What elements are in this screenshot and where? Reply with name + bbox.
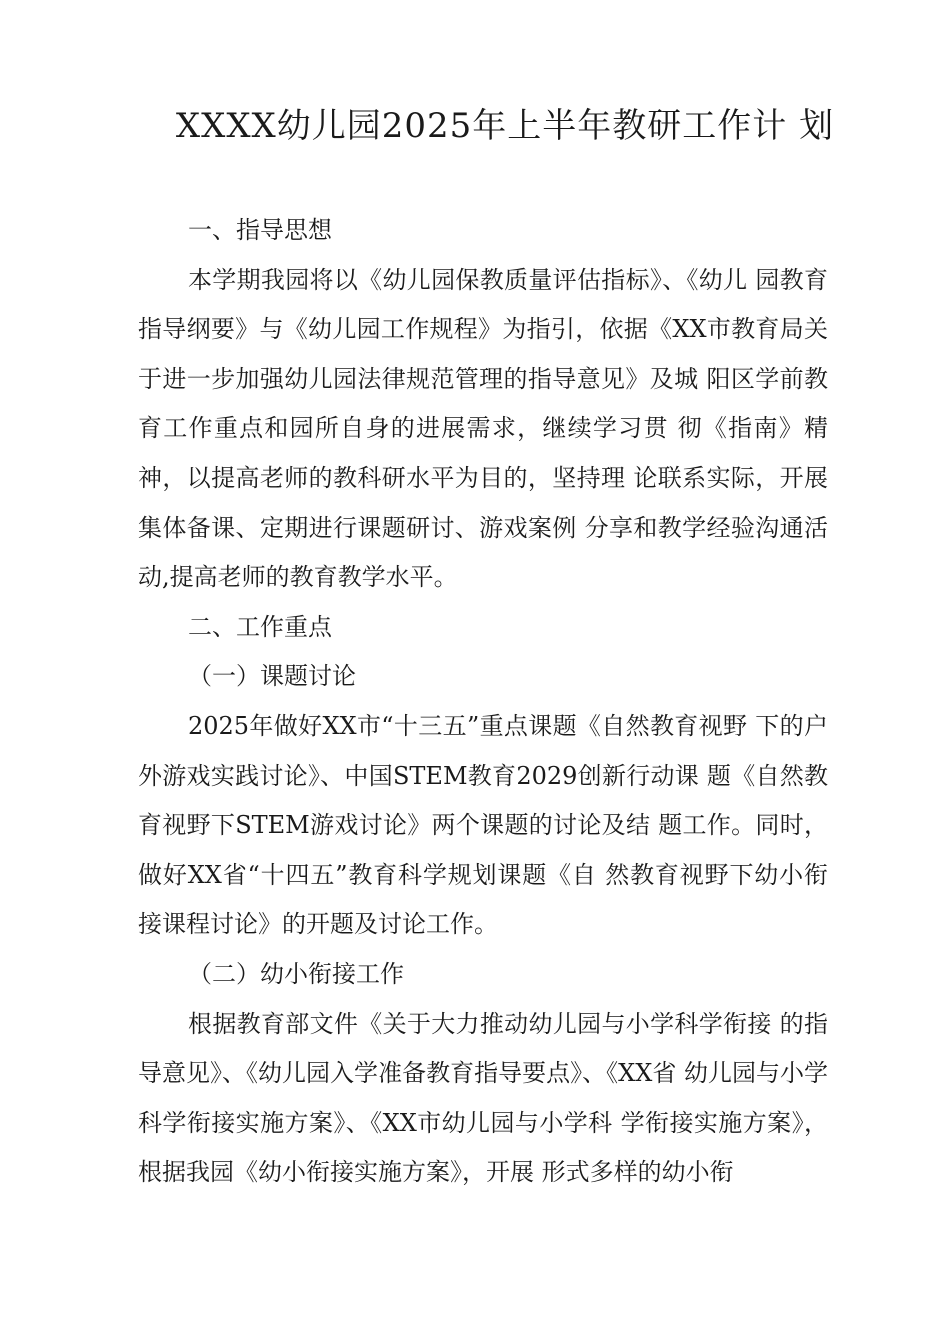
section1-heading: 一、指导思想 bbox=[188, 216, 332, 244]
section2-heading: 二、工作重点 bbox=[188, 612, 332, 641]
document-title: XXXX幼儿园2025年上半年教研工作计 划 bbox=[175, 106, 835, 146]
subsection2-paragraph: 根据教育部文件《关于大力推动幼儿园与小学科学衔接 的指导意见》、《幼儿园入学准备教育指导要点》、《XX省 幼儿园与小学科学衔接实施方案》、《XX市幼儿园与小学科 学衔接实施方案》，根据我园《幼小衔接实施方案》，开展 形式多样的幼小衔 bbox=[138, 1009, 828, 1187]
subsection1-heading: （一）课题讨论 bbox=[188, 662, 356, 691]
section1-paragraph: 本学期我园将以《幼儿园保教质量评估指标》、《幼儿 园教育指导纲要》与《幼儿园工作规程》为指引，依据《XX市教育局关于进一步加强幼儿园法律规范管理的指导意见》及城 阳区学前教育工作重点和园所自身的进展需求，继续学习贯 彻《指南》精神，以提高老师的教科研水平为目的，坚持理 论联系实际，开展集体备课、定期进行课题研讨、游戏案例 分享和教学经验沟通活动,提高老师的教育教学水平。 bbox=[138, 265, 828, 592]
document-body bbox=[138, 206, 828, 1198]
subsection2-heading: （二）幼小衔接工作 bbox=[188, 959, 404, 988]
subsection1-paragraph: 2025年做好XX市“十三五”重点课题《自然教育视野 下的户外游戏实践讨论》、中国STEM教育2029创新行动课 题《自然教育视野下STEM游戏讨论》两个课题的讨论及结 题工作。同时，做好XX省“十四五”教育科学规划课题《自 然教育视野下幼小衔接课程讨论》的开题及讨论工作。 bbox=[138, 711, 828, 939]
